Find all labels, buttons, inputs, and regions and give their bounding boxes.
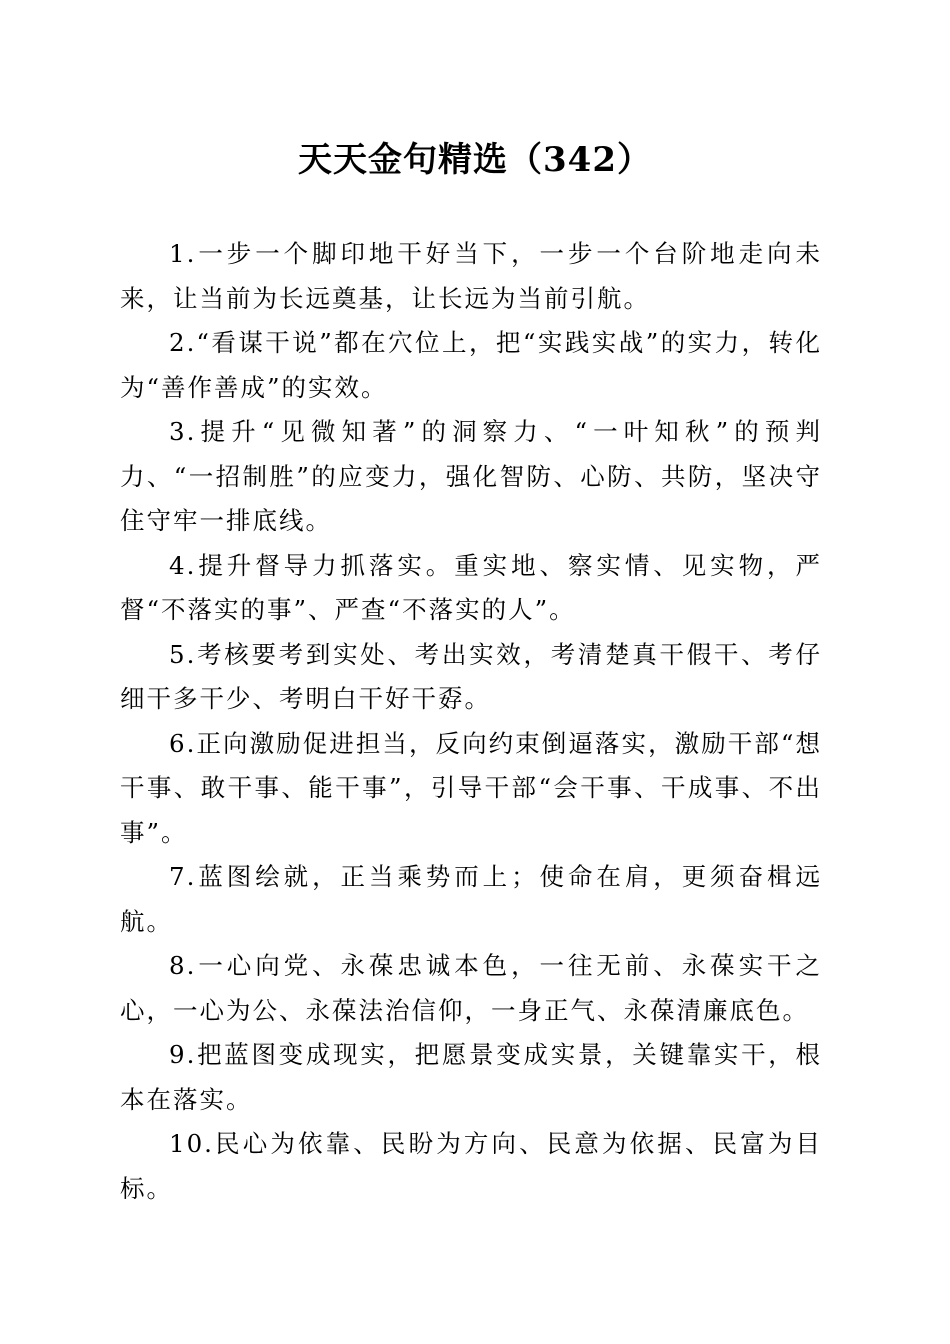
quote-paragraph-6: 6.正向激励促进担当，反向约束倒逼落实，激励干部“想干事、敢干事、能干事”，引导干部“会干事、干成事、不出事”。 — [120, 728, 822, 847]
quote-paragraph-9: 9.把蓝图变成现实，把愿景变成实景，关键靠实干，根本在落实。 — [120, 1040, 822, 1114]
document-title: 天天金句精选（342） — [298, 140, 652, 180]
quote-paragraph-7: 7.蓝图绘就，正当乘势而上；使命在肩，更须奋楫远航。 — [120, 862, 822, 936]
document-body — [120, 232, 822, 1211]
quote-paragraph-10: 10.民心为依靠、民盼为方向、民意为依据、民富为目标。 — [120, 1129, 822, 1203]
quote-paragraph-5: 5.考核要考到实处、考出实效，考清楚真干假干、考仔细干多干少、考明白干好干孬。 — [120, 639, 822, 713]
quote-paragraph-3: 3.提升“见微知著”的洞察力、“一叶知秋”的预判力、“一招制胜”的应变力，强化智防、心防、共防，坚决守住守牢一排底线。 — [120, 417, 822, 535]
quote-paragraph-2: 2.“看谋干说”都在穴位上，把“实践实战”的实力，转化为“善作善成”的实效。 — [120, 328, 822, 402]
quote-paragraph-1: 1.一步一个脚印地干好当下，一步一个台阶地走向未来，让当前为长远奠基，让长远为当前引航。 — [120, 239, 822, 313]
quote-paragraph-8: 8.一心向党、永葆忠诚本色，一往无前、永葆实干之心，一心为公、永葆法治信仰，一身正气、永葆清廉底色。 — [120, 951, 822, 1025]
quote-paragraph-4: 4.提升督导力抓落实。重实地、察实情、见实物，严督“不落实的事”、严查“不落实的人”。 — [120, 550, 822, 624]
